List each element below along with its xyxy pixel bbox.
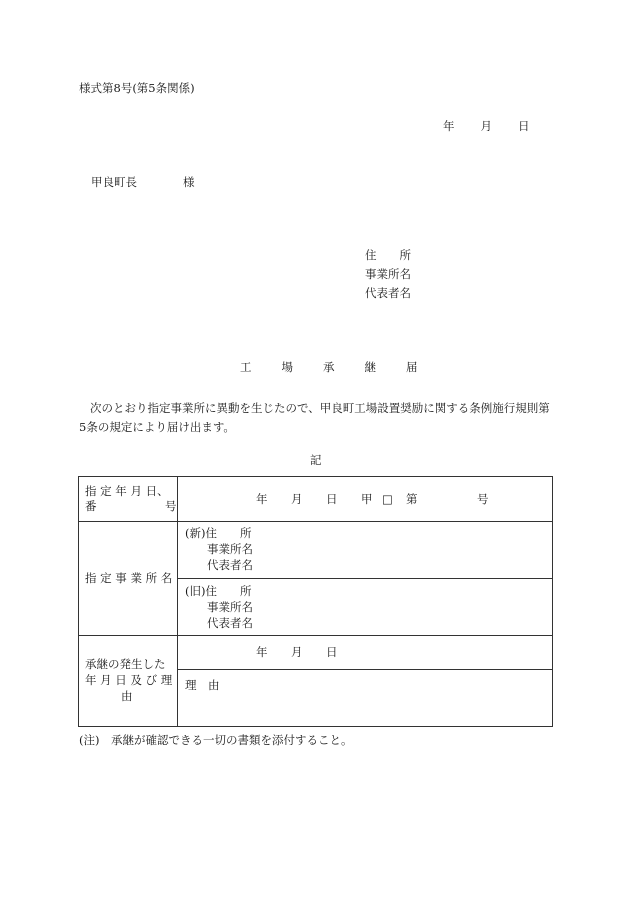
designation-date-label-line2a: 番	[85, 499, 97, 513]
footnote: (注) 承継が確認できる一切の書類を添付すること。	[79, 733, 353, 747]
succession-label-line2: 年 月 日 及 び 理	[85, 673, 173, 687]
document-title	[240, 362, 418, 374]
designation-month: 月	[291, 492, 303, 506]
reason-label: 理 由	[185, 678, 220, 692]
submission-date	[443, 121, 530, 133]
designation-go: 号	[477, 492, 489, 506]
title-char: 届	[406, 360, 418, 374]
date-day: 日	[518, 119, 530, 133]
body-text: 次のとおり指定事業所に異動を生じたので、甲良町工場設置奨励に関する条例施行規則第5条の規定により届け出ます。	[79, 401, 550, 434]
designation-ko: 甲	[361, 492, 373, 506]
new-office-cell[interactable]	[178, 522, 553, 579]
old-office-name-label: 事業所名	[207, 600, 253, 614]
title-char: 工	[240, 360, 252, 374]
title-char: 承	[323, 360, 335, 374]
succession-date-cell[interactable]	[178, 636, 553, 670]
succession-label-line3: 由	[121, 689, 133, 703]
succession-label-line1: 承継の発生した	[85, 657, 166, 671]
old-office-cell[interactable]	[178, 579, 553, 636]
ki-marker: 記	[310, 453, 322, 467]
addressee-honorific: 様	[183, 175, 195, 189]
succession-label-cell	[79, 636, 178, 727]
designation-date-value-cell[interactable]	[178, 477, 553, 522]
table-row	[79, 522, 553, 579]
addressee-name: 甲良町長	[91, 175, 137, 189]
applicant-address-label: 住 所	[365, 248, 411, 262]
applicant-office-name-label: 事業所名	[365, 267, 411, 281]
new-office-name-label: 事業所名	[207, 542, 253, 556]
title-char: 継	[364, 360, 376, 374]
notification-table	[78, 476, 553, 727]
date-year: 年	[443, 119, 455, 133]
designation-year: 年	[256, 492, 268, 506]
designated-office-label-cell	[79, 522, 178, 636]
table-row	[79, 477, 553, 522]
table-row	[79, 636, 553, 670]
designated-office-label: 指 定 事 業 所 名	[85, 571, 173, 585]
designation-date-label-cell	[79, 477, 178, 522]
date-month: 月	[480, 119, 492, 133]
designation-date-label-line1: 指 定 年 月 日、	[85, 484, 169, 498]
applicant-representative-label: 代表者名	[365, 286, 411, 300]
old-representative-label: 代表者名	[207, 616, 253, 630]
old-address-label: (旧)住 所	[185, 584, 252, 598]
form-number: 様式第8号(第5条関係)	[79, 81, 195, 95]
title-char: 場	[281, 360, 293, 374]
succession-month: 月	[291, 645, 303, 659]
succession-year: 年	[256, 645, 268, 659]
reason-cell[interactable]	[178, 670, 553, 727]
addressee	[91, 177, 195, 189]
new-address-label: (新)住 所	[185, 526, 252, 540]
new-representative-label: 代表者名	[207, 558, 253, 572]
designation-checkbox[interactable]: □	[382, 492, 393, 506]
succession-day: 日	[326, 645, 338, 659]
designation-dai: 第	[406, 492, 418, 506]
designation-date-label-line2b: 号	[165, 499, 177, 513]
designation-day: 日	[326, 492, 338, 506]
